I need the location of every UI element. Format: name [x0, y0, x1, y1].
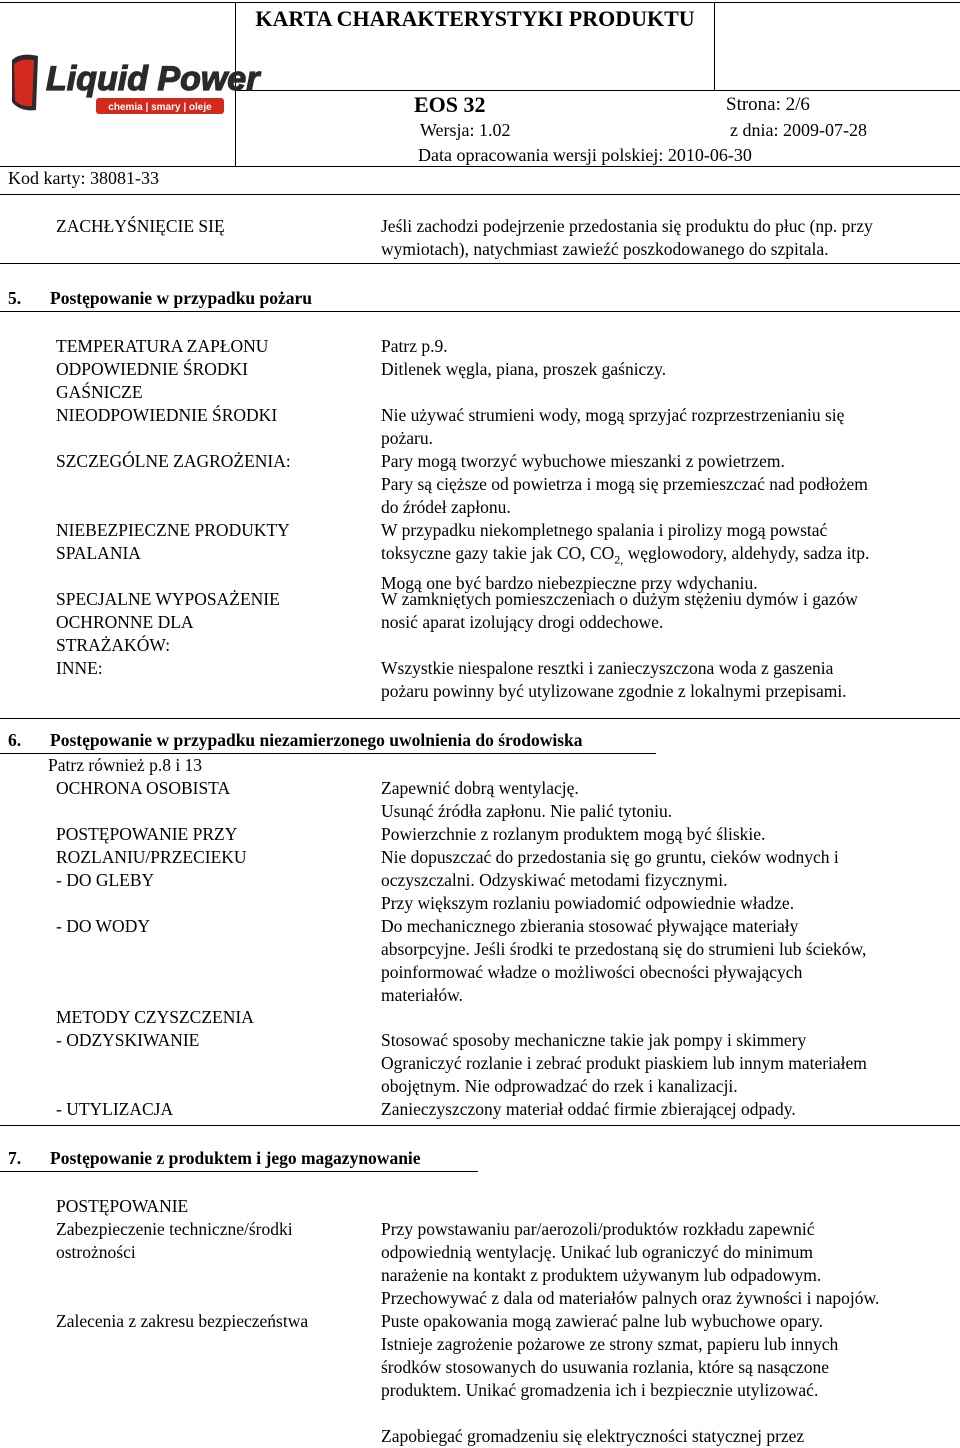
handling-row-value: Przy powstawaniu par/aerozoli/produktów rozkładu zapewnić odpowiednią wentylację. Unikać lub ograniczyć do minimum narażenie na kontakt z produktem używanym lub odpadowym. Przechowywać z dala od materiałów palnych oraz żywności i napojów.: [381, 1219, 880, 1308]
release-row-value: Stosować sposoby mechaniczne takie jak pompy i skimmery Ograniczyć rozlanie i zebrać produkt piaskiem lub innym materiałem obojętnym. Nie odprowadzać do rzek i kanalizacji.: [381, 1030, 867, 1096]
section-number: 5.: [8, 288, 22, 308]
handling-row-value: Puste opakowania mogą zawierać palne lub wybuchowe opary. Istnieje zagrożenie pożarowe ze strony szmat, papieru lub innych środków stosowanych do usuwania rozlania, które są nasączone produktem. Unikać gromadzenia ich i bezpiecznie utylizować. Zapobiegać gromadzeniu się elektryczności statycznej przez: [381, 1311, 839, 1446]
polish-version-date: Data opracowania wersji polskiej: 2010-06-30: [418, 145, 752, 165]
handling-row-label: Zalecenia z zakresu bezpieczeństwa: [56, 1311, 309, 1331]
header-card-border: [0, 194, 960, 195]
section-number: 6.: [8, 730, 22, 750]
fire-row-label: ODPOWIEDNIE ŚRODKI GAŚNICZE: [56, 359, 248, 402]
fire-row-value: Wszystkie niespalone resztki i zanieczyszczona woda z gaszenia pożaru powinny być utylizowane zgodnie z lokalnymi przepisami.: [381, 658, 847, 701]
fire-row-value: Pary mogą tworzyć wybuchowe mieszanki z powietrzem. Pary są cięższe od powietrza i mogą się przemieszczać nad podłożem do źródeł zapłonu.: [381, 451, 868, 517]
company-logo: [8, 50, 260, 120]
fire-row-value: Nie używać strumieni wody, mogą sprzyjać rozprzestrzenianiu się pożaru.: [381, 405, 845, 448]
page-number: Strona: 2/6: [726, 94, 810, 115]
swallowing-label: ZACHŁYŚNIĘCIE SIĘ: [56, 216, 225, 236]
fire-row-label: NIEBEZPIECZNE PRODUKTY SPALANIA: [56, 520, 290, 563]
section-6-heading: [8, 729, 583, 752]
release-row-label: - DO WODY: [56, 916, 150, 936]
version-date: z dnia: 2009-07-28: [730, 120, 867, 140]
section-title: Postępowanie w przypadku niezamierzonego uwolnienia do środowiska: [50, 730, 583, 750]
fire-row-label: TEMPERATURA ZAPŁONU: [56, 336, 269, 356]
release-row-label: POSTĘPOWANIE PRZY ROZLANIU/PRZECIEKU - DO GLEBY: [56, 824, 247, 890]
separator: [0, 1125, 960, 1126]
card-code: Kod karty: 38081-33: [8, 168, 159, 188]
section-number: 7.: [8, 1148, 22, 1168]
release-row-value: Zanieczyszczony materiał oddać firmie zbierającej odpady.: [381, 1099, 796, 1119]
header-mid-border: [235, 90, 960, 91]
product-name: EOS 32: [414, 92, 486, 117]
fire-row-value: Patrz p.9.: [381, 336, 448, 356]
fire-row-value-part: W przypadku niekompletnego spalania i pirolizy mogą powstać toksyczne gazy takie jak CO, CO: [381, 520, 828, 563]
fire-row-label: SPECJALNE WYPOSAŻENIE OCHRONNE DLA STRAŻAKÓW:: [56, 589, 280, 655]
fire-row-value: [381, 519, 956, 595]
logo-wordmark: Liquid Power: [46, 60, 260, 98]
fire-row-value-part: węglowodory, aldehydy, sadza itp. Mogą one być bardzo niebezpieczne przy wdychaniu.: [381, 543, 870, 593]
logo-tagline: chemia | smary | oleje: [108, 102, 212, 113]
release-row-label: METODY CZYSZCZENIA - ODZYSKIWANIE: [56, 1007, 254, 1050]
fire-row-label: SZCZEGÓLNE ZAGROŻENIA:: [56, 451, 291, 471]
fire-row-label: NIEODPOWIEDNIE ŚRODKI: [56, 405, 278, 425]
separator: [0, 263, 960, 264]
release-row-value: Do mechanicznego zbierania stosować pływające materiały absorpcyjne. Jeśli środki te przedostaną się do strumieni lub ścieków, poinformować władze o możliwości obecności pływających materiałów.: [381, 916, 867, 1005]
version: Wersja: 1.02: [420, 120, 511, 140]
handling-row-label: Zabezpieczenie techniczne/środki ostrożności: [56, 1219, 293, 1262]
document-title: KARTA CHARAKTERYSTYKI PRODUKTU: [255, 6, 695, 31]
section-title: Postępowanie w przypadku pożaru: [50, 288, 313, 308]
fire-row-value: Ditlenek węgla, piana, proszek gaśniczy.: [381, 359, 667, 379]
release-row-value: Zapewnić dobrą wentylację. Usunąć źródła zapłonu. Nie palić tytoniu.: [381, 778, 673, 821]
fire-row-label: INNE:: [56, 658, 103, 678]
section-6-note: Patrz również p.8 i 13: [48, 755, 203, 775]
co2-subscript: 2,: [614, 552, 624, 567]
release-row-label: - UTYLIZACJA: [56, 1099, 174, 1119]
section-5-rule: [0, 311, 960, 312]
section-7-rule: [0, 1171, 478, 1172]
section-7-subhead: POSTĘPOWANIE: [56, 1196, 189, 1216]
release-row-value: Powierzchnie z rozlanym produktem mogą być śliskie. Nie dopuszczać do przedostania się go gruntu, cieków wodnych i oczyszczalni. Odzyskiwać metodami fizycznymi. Przy większym rozlaniu powiadomić odpowiednie władze.: [381, 824, 839, 913]
header-bottom-border: [0, 166, 960, 167]
separator: [0, 718, 960, 719]
release-row-label: OCHRONA OSOBISTA: [56, 778, 231, 798]
swallowing-value: Jeśli zachodzi podejrzenie przedostania się produktu do płuc (np. przy wymiotach), natychmiast zawieźć poszkodowanego do szpitala.: [381, 216, 873, 259]
header-divider-right: [714, 2, 715, 90]
section-7-heading: [8, 1147, 421, 1170]
section-5-heading: [8, 287, 312, 310]
fire-row-value: W zamkniętych pomieszczeniach o dużym stężeniu dymów i gazów nosić aparat izolujący drogi oddechowe.: [381, 589, 858, 632]
header-top-border: [0, 2, 960, 3]
section-title: Postępowanie z produktem i jego magazynowanie: [50, 1148, 421, 1168]
